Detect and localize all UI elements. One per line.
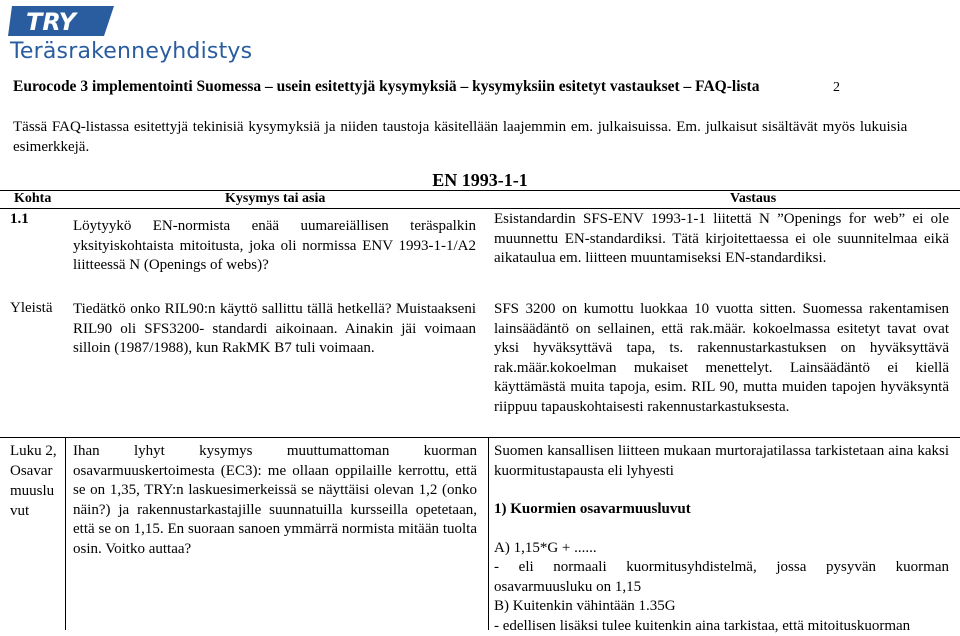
- row-3-answer-intro: Suomen kansallisen liitteen mukaan murtorajatilassa tarkistetaan aina kaksi kuormitustapausta eli lyhyesti: [494, 442, 949, 481]
- row-3-kohta: Luku 2, Osavar muuslu vut: [10, 441, 60, 521]
- table-row-rule: [0, 437, 960, 438]
- try-logo-mark: [8, 6, 118, 36]
- column-divider-2: [488, 437, 489, 630]
- row-2-answer: SFS 3200 on kumottu luokkaa 10 vuotta sitten. Suomessa rakentamisen lainsäädäntö on sellainen, että rak.määr. kokoelmassa esitetyt tavat ovat yksi hyväksyttävä tapa, ts. rakennustarkastuksen on hyväksyttävä rak.määr.kokoelman mukaiset menettelyt. Lainsäädäntö ei kiellä käyttämästä muita tapoja, esim. RIL 90, mutta muiden tapojen hyväksyntä riippuu tapauskohtaisesti rakennustarkastuksesta.: [494, 300, 949, 417]
- column-header-vastaus: Vastaus: [730, 191, 776, 207]
- row-1-answer: Esistandardin SFS-ENV 1993-1-1 liitettä N ”Openings for web” ei ole muunnettu EN-standardiksi. Tätä kirjoitettaessa ei ole suunnitelmaa eikä aikataulua em. liitteen muuntamiseksi EN-standardiksi.: [494, 210, 949, 269]
- row-2-kohta: Yleistä: [10, 298, 53, 318]
- organization-name: Teräsrakenneyhdistys: [10, 39, 240, 64]
- column-header-kysymys: Kysymys tai asia: [225, 191, 325, 207]
- row-3-answer-line: A) 1,15*G + ......: [494, 539, 949, 559]
- column-divider-1: [65, 437, 66, 630]
- row-3-answer-heading: 1) Kuormien osavarmuusluvut: [494, 500, 949, 520]
- row-2-question: Tiedätkö onko RIL90:n käyttö sallittu tällä hetkellä? Muistaakseni RIL90 oli SFS3200- standardi aikoinaan. Ainakin jäi voimaan silloin (1987/1988), kun RakMK B7 tuli voimaan.: [73, 300, 476, 359]
- row-3-answer: [494, 442, 949, 636]
- row-3-question: Ihan lyhyt kysymys muuttumattoman kuorman osavarmuuskertoimesta (EC3): me ollaan oppilaille kerrottu, että se on 1,35, TRY:n laskuesimerkeissä se näyttäisi olevan 1,2 (onko näin?) ja rakennustarkastajille suunnatuilla kursseilla opetetaan, että se on 1,15. En suoraan sanoen ymmärrä normista mitään tuolta osin. Voitko auttaa?: [73, 442, 477, 559]
- row-1-kohta: 1.1: [10, 209, 29, 229]
- svg-text:TRY: TRY: [26, 8, 79, 36]
- page-number: 2: [833, 80, 840, 96]
- column-header-kohta: Kohta: [14, 191, 51, 207]
- row-3-answer-line: B) Kuitenkin vähintään 1.35G: [494, 597, 949, 617]
- row-3-answer-line: - edellisen lisäksi tulee kuitenkin aina tarkistaa, että mitoituskuorman: [494, 617, 949, 636]
- document-title: Eurocode 3 implementointi Suomessa – usein esitettyjä kysymyksiä – kysymyksiin esitetyt vastaukset – FAQ-lista: [13, 78, 759, 96]
- table-header-rule: [0, 208, 960, 209]
- section-heading: EN 1993-1-1: [0, 170, 960, 191]
- row-1-question: Löytyykö EN-normista enää uumareiällisen teräspalkin yksityiskohtaista mitoitusta, joka oli normissa ENV 1993-1-1/A2 liitteessä N (Openings of webs)?: [73, 217, 476, 276]
- row-3-answer-line: - eli normaali kuormitusyhdistelmä, jossa pysyvän kuorman osavarmuusluku on 1,15: [494, 558, 949, 597]
- intro-paragraph: Tässä FAQ-listassa esitettyjä tekinisiä kysymyksiä ja niiden taustoja käsitellään laajemmin em. julkaisuissa. Em. julkaisut sisältävät myös lukuisia esimerkkejä.: [13, 117, 950, 157]
- table-top-rule: [0, 190, 960, 191]
